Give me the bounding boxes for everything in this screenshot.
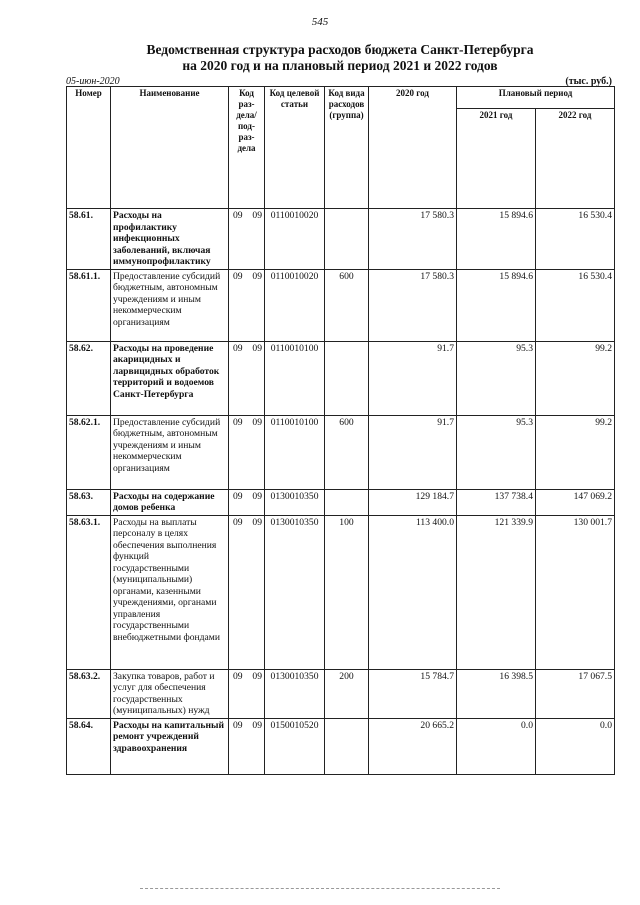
header-2020: 2020 год (369, 87, 457, 209)
row-number: 58.63.1. (67, 515, 111, 669)
row-section: 09 (229, 515, 247, 669)
budget-table (66, 86, 615, 775)
title-line-2: на 2020 год и на плановый период 2021 и 2022 годов (182, 58, 498, 73)
row-number: 58.61.1. (67, 269, 111, 341)
row-target-code: 0130010350 (265, 515, 325, 669)
row-value-2020: 129 184.7 (369, 489, 457, 515)
row-subsection: 09 (247, 209, 265, 270)
row-value-2022: 99.2 (536, 415, 615, 489)
row-value-2022: 16 530.4 (536, 269, 615, 341)
row-value-2020: 15 784.7 (369, 669, 457, 718)
table-row (67, 718, 615, 774)
row-subsection: 09 (247, 269, 265, 341)
header-section: Код раз-дела/ под-раз-дела (229, 87, 265, 209)
row-value-2020: 17 580.3 (369, 269, 457, 341)
row-value-2021: 15 894.6 (457, 209, 536, 270)
row-target-code: 0110010020 (265, 269, 325, 341)
row-target-code: 0110010100 (265, 415, 325, 489)
header-name: Наименование (111, 87, 229, 209)
row-number: 58.63.2. (67, 669, 111, 718)
row-section: 09 (229, 415, 247, 489)
table-row (67, 415, 615, 489)
header-expense-type: Код вида расходов (группа) (325, 87, 369, 209)
row-subsection: 09 (247, 341, 265, 415)
title-line-1: Ведомственная структура расходов бюджета Санкт-Петербурга (146, 42, 534, 57)
table-row (67, 341, 615, 415)
row-section: 09 (229, 341, 247, 415)
row-name: Предоставление субсидий бюджетным, автономным учреждениям и иным некоммерческим организациям (111, 415, 229, 489)
row-value-2020: 113 400.0 (369, 515, 457, 669)
table-row (67, 515, 615, 669)
row-value-2022: 16 530.4 (536, 209, 615, 270)
row-value-2020: 91.7 (369, 415, 457, 489)
header-planned-period: Плановый период (457, 87, 615, 109)
row-value-2021: 16 398.5 (457, 669, 536, 718)
row-value-2020: 20 665.2 (369, 718, 457, 774)
row-value-2021: 121 339.9 (457, 515, 536, 669)
row-value-2021: 95.3 (457, 341, 536, 415)
table-row (67, 489, 615, 515)
table-row (67, 269, 615, 341)
row-value-2021: 15 894.6 (457, 269, 536, 341)
page-title (60, 42, 620, 74)
row-section: 09 (229, 718, 247, 774)
row-name: Расходы на проведение акарицидных и ларвицидных обработок территорий и водоемов Санкт-Петербурга (111, 341, 229, 415)
row-expense-type (325, 718, 369, 774)
row-section: 09 (229, 489, 247, 515)
row-name: Расходы на содержание домов ребенка (111, 489, 229, 515)
row-subsection: 09 (247, 489, 265, 515)
row-expense-type (325, 341, 369, 415)
row-target-code: 0110010100 (265, 341, 325, 415)
row-target-code: 0150010520 (265, 718, 325, 774)
row-expense-type: 600 (325, 415, 369, 489)
row-target-code: 0130010350 (265, 489, 325, 515)
row-expense-type: 200 (325, 669, 369, 718)
header-number: Номер (67, 87, 111, 209)
row-value-2021: 0.0 (457, 718, 536, 774)
row-section: 09 (229, 269, 247, 341)
row-number: 58.63. (67, 489, 111, 515)
row-name: Предоставление субсидий бюджетным, автономным учреждениям и иным некоммерческим организациям (111, 269, 229, 341)
row-name: Закупка товаров, работ и услуг для обеспечения государственных (муниципальных) нужд (111, 669, 229, 718)
row-value-2022: 147 069.2 (536, 489, 615, 515)
footer-divider (140, 888, 500, 889)
table-row (67, 669, 615, 718)
row-value-2021: 137 738.4 (457, 489, 536, 515)
row-expense-type (325, 209, 369, 270)
row-subsection: 09 (247, 718, 265, 774)
row-expense-type: 100 (325, 515, 369, 669)
header-2022: 2022 год (536, 109, 615, 209)
row-number: 58.62. (67, 341, 111, 415)
header-2021: 2021 год (457, 109, 536, 209)
row-value-2022: 99.2 (536, 341, 615, 415)
row-subsection: 09 (247, 515, 265, 669)
row-subsection: 09 (247, 415, 265, 489)
row-number: 58.62.1. (67, 415, 111, 489)
row-expense-type: 600 (325, 269, 369, 341)
row-subsection: 09 (247, 669, 265, 718)
row-value-2022: 17 067.5 (536, 669, 615, 718)
table-row (67, 209, 615, 270)
row-value-2020: 17 580.3 (369, 209, 457, 270)
row-target-code: 0130010350 (265, 669, 325, 718)
row-name: Расходы на капитальный ремонт учреждений здравоохранения (111, 718, 229, 774)
row-target-code: 0110010020 (265, 209, 325, 270)
row-number: 58.61. (67, 209, 111, 270)
row-section: 09 (229, 669, 247, 718)
row-value-2022: 130 001.7 (536, 515, 615, 669)
document-date: 05-июн-2020 (66, 76, 120, 87)
row-name: Расходы на выплаты персоналу в целях обеспечения выполнения функций государственными (муниципальными) органами, казенными учреждениями, органами управления государственными внебюджетными фондами (111, 515, 229, 669)
row-section: 09 (229, 209, 247, 270)
row-number: 58.64. (67, 718, 111, 774)
row-name: Расходы на профилактику инфекционных заболеваний, включая иммунопрофилактику (111, 209, 229, 270)
row-value-2020: 91.7 (369, 341, 457, 415)
header-target: Код целевой статьи (265, 87, 325, 209)
row-value-2022: 0.0 (536, 718, 615, 774)
units-label: (тыс. руб.) (565, 76, 612, 87)
page-number: 545 (311, 16, 329, 28)
row-value-2021: 95.3 (457, 415, 536, 489)
row-expense-type (325, 489, 369, 515)
